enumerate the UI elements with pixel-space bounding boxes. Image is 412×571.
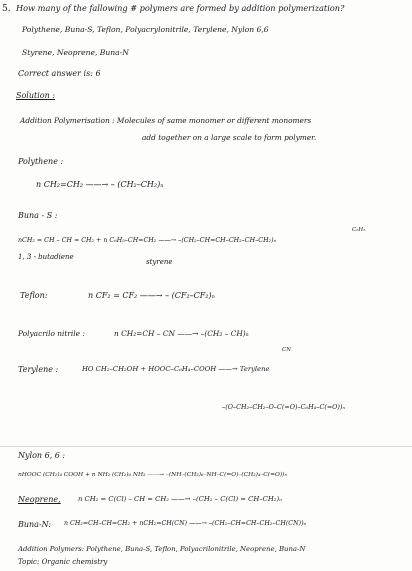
definition-line1: Addition Polymerisation : Molecules of same monomer or different monomers xyxy=(20,116,312,125)
polythene-equation: n CH₂=CH₂ ——→ – (CH₂–CH₂)ₙ xyxy=(36,180,164,189)
solution-heading: Solution : xyxy=(16,91,55,100)
buna-s-equation: nCH₂ = CH – CH = CH₂ + n C₆H₅–CH=CH₂ ——→ –(CH₂–CH=CH–CH₂–CH–CH₂)ₙ xyxy=(18,237,277,244)
teflon-label: Teflon: xyxy=(20,291,48,300)
question-options-line1: Polythene, Buna-S, Teflon, Polyacrylonitrile, Terylene, Nylon 6,6 xyxy=(22,25,269,34)
topic-line: Topic: Organic chemistry xyxy=(18,558,108,566)
correct-answer: Correct answer is: 6 xyxy=(18,69,101,78)
buna-s-label: Buna - S : xyxy=(18,211,58,220)
buna-n-label: Buna-N: xyxy=(18,520,52,529)
polyacrylonitrile-label: Polyacrilo nitrile : xyxy=(18,329,85,338)
question-options-line2: Styrene, Neoprene, Buna-N xyxy=(22,48,129,57)
buna-s-monomer1: 1, 3 - butadiene xyxy=(18,253,74,261)
summary-line: Addition Polymers: Polythene, Buna-S, Teflon, Polyacrilonitrile, Neoprene, Buna-N xyxy=(18,545,306,553)
question-number: 5. xyxy=(2,4,11,14)
nylon-equation: nHOOC (CH₂)₄ COOH + n NH₂ (CH₂)₆ NH₂ ——→ –(NH–(CH₂)₆–NH–C(=O)–(CH₂)₄–C(=O))ₙ xyxy=(18,472,287,478)
polythene-label: Polythene : xyxy=(18,157,64,166)
polyacrylonitrile-equation: n CH₂=CH – CN ——→ –(CH₂ – CH)ₙ xyxy=(114,329,249,338)
terylene-product: –(O–CH₂–CH₂–O–C(=O)–C₆H₄–C(=O))ₙ xyxy=(222,403,345,411)
buna-s-monomer2: styrene xyxy=(146,258,173,266)
teflon-equation: n CF₂ = CF₂ ——→ – (CF₂–CF₂)ₙ xyxy=(88,291,215,300)
buna-s-side-group: C₆H₅ xyxy=(352,227,366,233)
page-fold-line xyxy=(0,446,412,447)
terylene-equation: HO CH₂–CH₂OH + HOOC–C₆H₄–COOH ——→ Terylene xyxy=(82,365,270,373)
polyacrylonitrile-side-group: CN xyxy=(282,347,292,353)
terylene-label: Terylene : xyxy=(18,365,59,374)
nylon-label: Nylon 6, 6 : xyxy=(18,451,66,460)
neoprene-label: Neoprene, xyxy=(18,495,61,504)
neoprene-equation: n CH₂ = C(Cl) – CH = CH₂ ——→ –(CH₂ – C(Cl) = CH–CH₂)ₙ xyxy=(78,495,282,503)
buna-n-equation: n CH₂=CH–CH=CH₂ + nCH₂=CH(CN) ——→ –(CH₂–CH=CH–CH₂–CH(CN))ₙ xyxy=(64,520,307,527)
definition-line2: add together on a large scale to form polymer. xyxy=(142,133,317,142)
question-text: How many of the fallowing # polymers are formed by addition polymerization? xyxy=(16,3,345,13)
